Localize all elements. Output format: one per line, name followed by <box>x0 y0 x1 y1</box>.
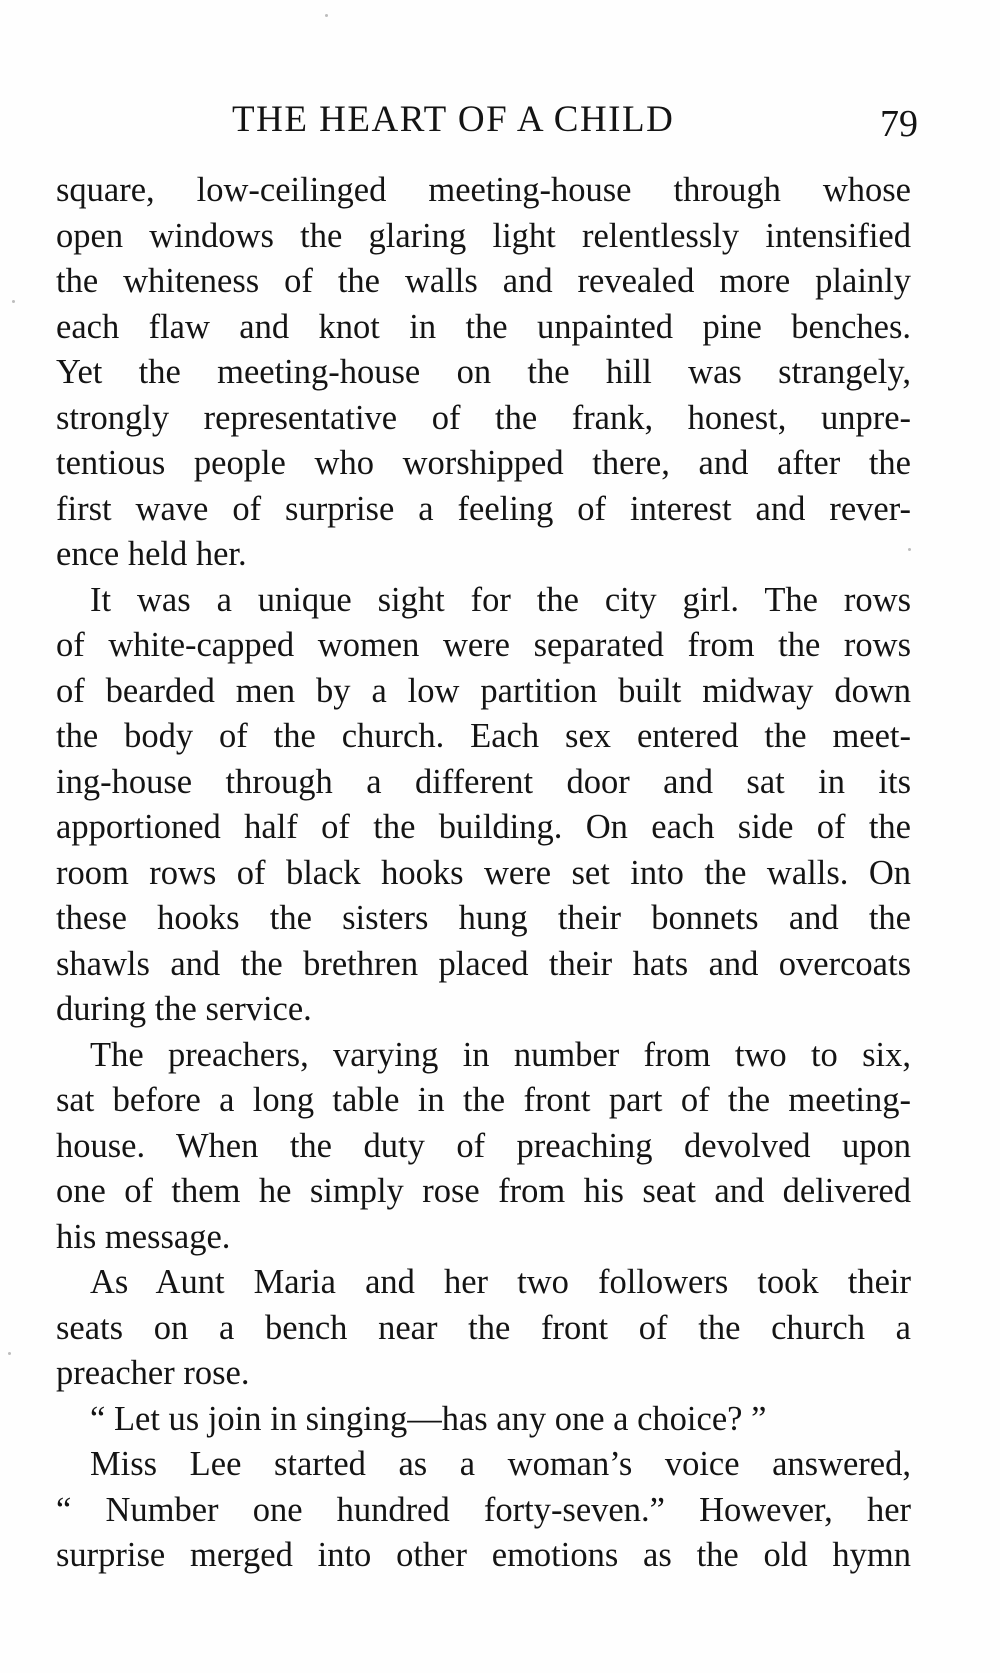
body-text <box>56 168 911 1579</box>
text-line: open windows the glaring light relentlessly intensified <box>56 216 911 255</box>
text-line: each flaw and knot in the unpainted pine benches. <box>56 307 911 346</box>
text-line: the whiteness of the walls and revealed more plainly <box>56 262 911 300</box>
paragraph-start-line: “ Let us join in singing—has any one a choice? ” <box>90 1399 767 1438</box>
text-line: surprise merged into other emotions as the old hymn <box>56 1536 911 1574</box>
scan-speck <box>12 300 15 303</box>
text-line: square, low-ceilinged meeting-house through whose <box>56 171 911 209</box>
page-number: 79 <box>880 103 918 145</box>
running-head <box>0 98 1000 148</box>
text-line: these hooks the sisters hung their bonnets and the <box>56 899 911 937</box>
text-line: first wave of surprise a feeling of interest and rever- <box>56 489 911 528</box>
text-line: sat before a long table in the front part of the meeting- <box>56 1081 911 1119</box>
paragraph-start-line: As Aunt Maria and her two followers took their <box>90 1263 911 1301</box>
text-line: during the service. <box>56 990 312 1028</box>
text-line: his message. <box>56 1217 231 1256</box>
scan-speck <box>325 14 328 17</box>
paragraph-start-line: It was a unique sight for the city girl. The rows <box>90 580 911 619</box>
text-line: of bearded men by a low partition built midway down <box>56 671 911 710</box>
text-line: seats on a bench near the front of the church a <box>56 1308 911 1347</box>
text-line: one of them he simply rose from his seat and delivered <box>56 1172 911 1210</box>
text-line: tentious people who worshipped there, and after the <box>56 444 911 482</box>
text-line: strongly representative of the frank, honest, unpre- <box>56 398 911 437</box>
text-line: Yet the meeting-house on the hill was strangely, <box>56 353 911 391</box>
text-line: the body of the church. Each sex entered the meet- <box>56 717 911 755</box>
text-line: apportioned half of the building. On each side of the <box>56 808 911 846</box>
text-line: house. When the duty of preaching devolved upon <box>56 1126 911 1165</box>
text-line: preacher rose. <box>56 1354 250 1392</box>
paragraph-start-line: The preachers, varying in number from two to six, <box>90 1035 911 1074</box>
text-line: of white-capped women were separated from the rows <box>56 626 911 664</box>
text-line: ing-house through a different door and sat in its <box>56 762 911 801</box>
text-line: shawls and the brethren placed their hats and overcoats <box>56 944 911 983</box>
paragraph-start-line: Miss Lee started as a woman’s voice answered, <box>90 1445 911 1483</box>
scan-speck <box>8 1352 11 1355</box>
scan-speck <box>908 548 911 551</box>
text-line: room rows of black hooks were set into the walls. On <box>56 853 911 892</box>
running-title: THE HEART OF A CHILD <box>232 99 675 140</box>
text-line: ence held her. <box>56 535 247 573</box>
text-line: “ Number one hundred forty-seven.” However, her <box>56 1490 911 1529</box>
